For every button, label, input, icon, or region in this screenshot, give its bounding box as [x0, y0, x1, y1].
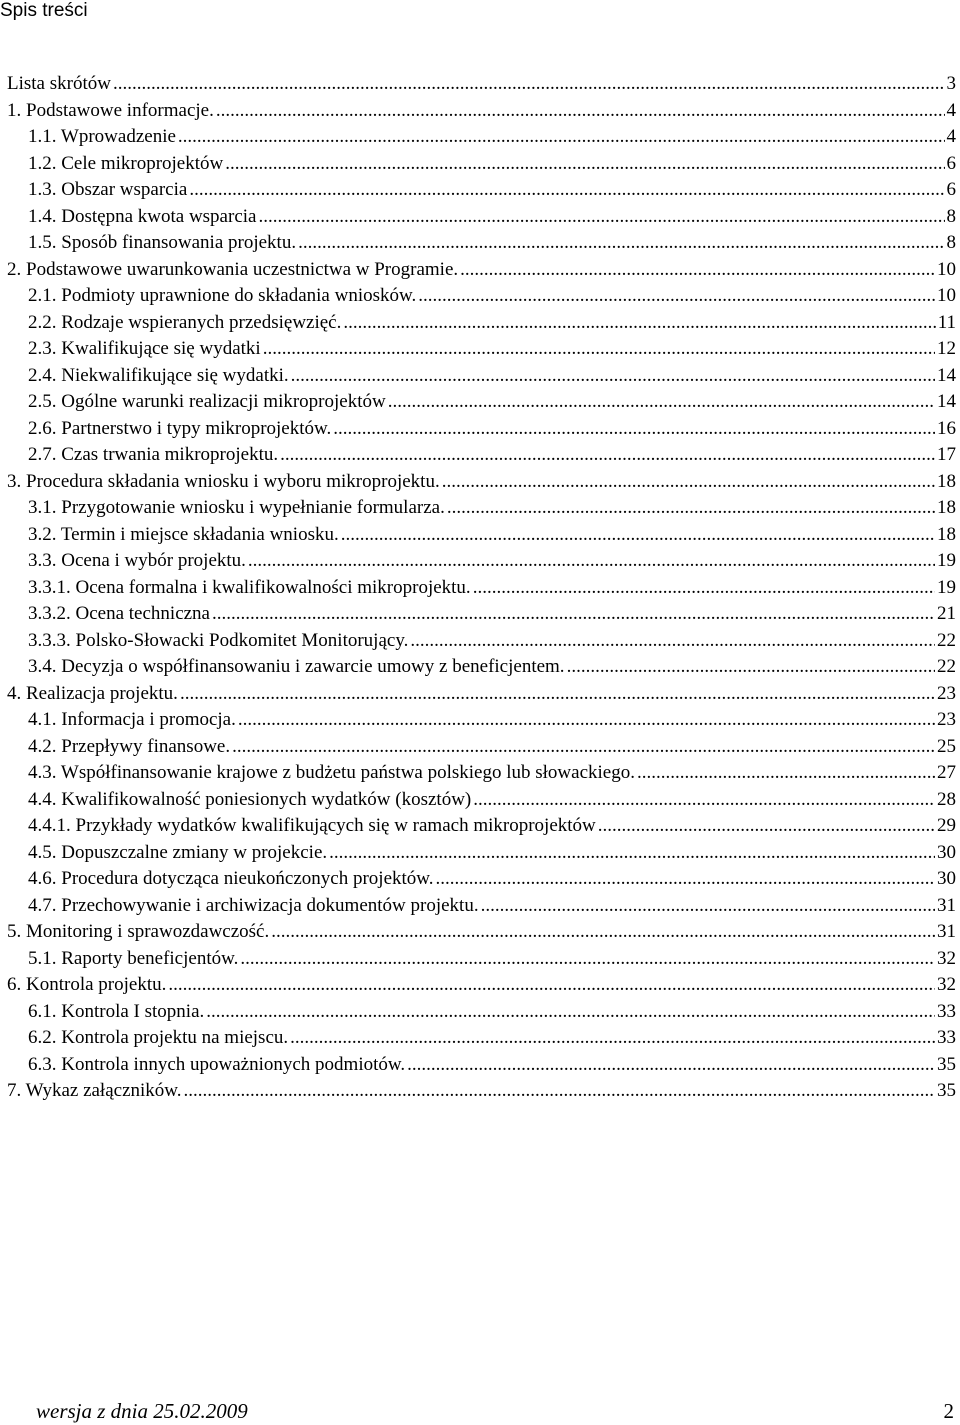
toc-entry-page-number: 17 — [937, 444, 956, 465]
toc-dot-leader — [442, 469, 935, 496]
toc-dot-leader — [291, 363, 935, 390]
toc-entry-page-number: 6 — [946, 179, 956, 200]
toc-entry-title: 6.2. Kontrola projektu na miejscu. — [28, 1027, 289, 1048]
toc-dot-leader — [567, 654, 935, 681]
toc-entry-page-number: 33 — [937, 1000, 956, 1022]
toc-entry-page-number: 23 — [937, 682, 956, 704]
toc-entry-page-number: 29 — [937, 815, 956, 836]
toc-entry[interactable] — [0, 946, 956, 973]
toc-entry[interactable] — [0, 177, 956, 204]
toc-entry[interactable] — [0, 522, 956, 549]
toc-dot-leader — [178, 124, 945, 151]
toc-entry[interactable] — [0, 548, 956, 575]
toc-entry-title: 4.3. Współfinansowanie krajowe z budżetu państwa polskiego lub słowackiego. — [28, 762, 635, 783]
toc-entry-title: 3. Procedura składania wniosku i wyboru mikroprojektu. — [7, 470, 440, 492]
toc-entry-title: 4.7. Przechowywanie i archiwizacja dokumentów projektu. — [28, 894, 479, 916]
toc-entry-page-number: 10 — [937, 285, 956, 306]
toc-dot-leader — [481, 893, 935, 920]
toc-entry-page-number: 4 — [946, 126, 956, 147]
toc-entry-title: 1. Podstawowe informacje. — [7, 99, 214, 121]
toc-entry[interactable] — [0, 98, 956, 125]
toc-entry-title: 1.3. Obszar wsparcia — [28, 179, 188, 200]
toc-dot-leader — [407, 1052, 935, 1079]
toc-dot-leader — [240, 946, 935, 973]
toc-entry[interactable] — [0, 469, 956, 496]
toc-entry-title: 7. Wykaz załączników. — [7, 1080, 182, 1101]
toc-entry-title: 3.1. Przygotowanie wniosku i wypełnianie formularza. — [28, 497, 445, 518]
toc-entry-page-number: 22 — [937, 656, 956, 677]
toc-entry-title: 6.3. Kontrola innych upoważnionych podmiotów. — [28, 1053, 406, 1075]
toc-entry[interactable] — [0, 336, 956, 363]
toc-dot-leader — [189, 177, 944, 204]
toc-entry-page-number: 12 — [937, 338, 956, 359]
toc-entry-title: Lista skrótów — [7, 73, 111, 94]
toc-entry[interactable] — [0, 707, 956, 734]
toc-dot-leader — [298, 230, 944, 257]
toc-heading: Spis treści — [0, 0, 88, 21]
toc-entry[interactable] — [0, 442, 956, 469]
toc-entry[interactable] — [0, 1052, 956, 1079]
toc-entry[interactable] — [0, 1025, 956, 1052]
toc-entry-title: 3.2. Termin i miejsce składania wniosku. — [28, 523, 339, 545]
toc-entry[interactable] — [0, 866, 956, 893]
toc-entry[interactable] — [0, 389, 956, 416]
toc-entry-page-number: 6 — [946, 152, 956, 174]
toc-dot-leader — [280, 442, 935, 469]
toc-dot-leader — [232, 734, 935, 761]
table-of-contents — [0, 71, 956, 1105]
toc-entry-page-number: 18 — [937, 523, 956, 545]
toc-entry-page-number: 30 — [937, 868, 956, 889]
toc-dot-leader — [598, 813, 935, 840]
toc-entry-title: 2.2. Rodzaje wspieranych przedsięwzięć. — [28, 311, 342, 333]
toc-entry-page-number: 22 — [937, 629, 956, 651]
toc-entry-title: 4.1. Informacja i promocja. — [28, 709, 236, 730]
toc-dot-leader — [418, 283, 935, 310]
toc-dot-leader — [212, 601, 935, 628]
toc-dot-leader — [333, 416, 935, 443]
toc-entry-page-number: 4 — [946, 99, 956, 121]
toc-entry-title: 4.4.1. Przykłady wydatków kwalifikujących się w ramach mikroprojektów — [28, 815, 596, 836]
toc-entry-title: 2.7. Czas trwania mikroprojektu. — [28, 444, 279, 465]
toc-entry[interactable] — [0, 204, 956, 231]
toc-entry[interactable] — [0, 310, 956, 337]
toc-dot-leader — [206, 999, 935, 1026]
footer-version-date: wersja z dnia 25.02.2009 — [36, 1399, 248, 1423]
toc-dot-leader — [460, 257, 935, 284]
toc-dot-leader — [271, 919, 935, 946]
toc-dot-leader — [447, 495, 935, 522]
toc-entry[interactable] — [0, 893, 956, 920]
toc-entry-page-number: 27 — [937, 762, 956, 783]
toc-entry-page-number: 35 — [937, 1053, 956, 1075]
toc-dot-leader — [388, 389, 935, 416]
footer-page-number: 2 — [943, 1399, 954, 1423]
toc-dot-leader — [258, 204, 944, 231]
toc-entry-title: 2.3. Kwalifikujące się wydatki — [28, 338, 261, 359]
toc-entry[interactable] — [0, 734, 956, 761]
toc-entry-title: 1.4. Dostępna kwota wsparcia — [28, 205, 257, 227]
toc-entry-title: 6.1. Kontrola I stopnia. — [28, 1000, 205, 1022]
toc-entry-title: 5.1. Raporty beneficjentów. — [28, 947, 239, 969]
toc-dot-leader — [473, 575, 935, 602]
toc-entry-page-number: 11 — [937, 311, 956, 333]
toc-dot-leader — [341, 522, 935, 549]
toc-entry[interactable] — [0, 813, 956, 840]
toc-entry[interactable] — [0, 230, 956, 257]
toc-entry-title: 1.2. Cele mikroprojektów — [28, 152, 224, 174]
toc-entry-title: 3.3. Ocena i wybór projektu. — [28, 550, 246, 571]
toc-entry[interactable] — [0, 495, 956, 522]
toc-entry-page-number: 21 — [937, 603, 956, 624]
toc-dot-leader — [436, 866, 935, 893]
toc-dot-leader — [238, 707, 935, 734]
toc-dot-leader — [343, 310, 935, 337]
toc-entry-title: 4.6. Procedura dotycząca nieukończonych projektów. — [28, 868, 434, 889]
toc-entry-page-number: 30 — [937, 841, 956, 863]
toc-entry-page-number: 14 — [937, 364, 956, 386]
toc-dot-leader — [216, 98, 945, 125]
toc-entry-title: 4. Realizacja projektu. — [7, 682, 178, 704]
toc-entry[interactable] — [0, 919, 956, 946]
toc-entry-page-number: 8 — [946, 205, 956, 227]
toc-entry-page-number: 25 — [937, 735, 956, 757]
toc-entry[interactable] — [0, 283, 956, 310]
toc-entry[interactable] — [0, 1078, 956, 1105]
toc-entry[interactable] — [0, 760, 956, 787]
toc-entry-title: 2. Podstawowe uwarunkowania uczestnictwa w Programie. — [7, 258, 459, 280]
toc-entry-title: 3.4. Decyzja o współfinansowaniu i zawarcie umowy z beneficjentem. — [28, 656, 565, 677]
toc-dot-leader — [168, 972, 935, 999]
toc-entry-title: 1.1. Wprowadzenie — [28, 126, 176, 147]
toc-entry[interactable] — [0, 71, 956, 98]
toc-entry-page-number: 18 — [937, 497, 956, 518]
toc-entry-page-number: 28 — [937, 788, 956, 810]
toc-entry-title: 3.3.2. Ocena techniczna — [28, 603, 210, 624]
toc-dot-leader — [184, 1078, 935, 1105]
toc-entry[interactable] — [0, 257, 956, 284]
toc-entry[interactable] — [0, 654, 956, 681]
toc-dot-leader — [410, 628, 935, 655]
toc-dot-leader — [113, 71, 945, 98]
toc-entry-page-number: 14 — [937, 391, 956, 412]
toc-entry-page-number: 10 — [937, 258, 956, 280]
toc-entry-page-number: 31 — [937, 921, 956, 942]
toc-entry[interactable] — [0, 416, 956, 443]
toc-entry-title: 1.5. Sposób finansowania projektu. — [28, 232, 297, 253]
toc-entry-title: 4.2. Przepływy finansowe. — [28, 735, 231, 757]
toc-entry[interactable] — [0, 124, 956, 151]
toc-entry-page-number: 23 — [937, 709, 956, 730]
toc-dot-leader — [263, 336, 935, 363]
toc-entry-title: 2.4. Niekwalifikujące się wydatki. — [28, 364, 289, 386]
toc-entry[interactable] — [0, 575, 956, 602]
toc-entry[interactable] — [0, 972, 956, 999]
toc-entry[interactable] — [0, 628, 956, 655]
toc-entry-title: 6. Kontrola projektu. — [7, 974, 167, 995]
toc-dot-leader — [329, 840, 935, 867]
toc-entry[interactable] — [0, 840, 956, 867]
toc-entry-title: 3.3.1. Ocena formalna i kwalifikowalności mikroprojektu. — [28, 576, 471, 598]
toc-entry-title: 4.4. Kwalifikowalność poniesionych wydatków (kosztów) — [28, 788, 472, 810]
toc-dot-leader — [637, 760, 935, 787]
toc-entry-title: 2.6. Partnerstwo i typy mikroprojektów. — [28, 417, 332, 439]
toc-entry[interactable] — [0, 151, 956, 178]
toc-dot-leader — [180, 681, 935, 708]
toc-entry-page-number: 33 — [937, 1027, 956, 1048]
toc-entry-page-number: 16 — [937, 417, 956, 439]
toc-dot-leader — [248, 548, 935, 575]
toc-entry-title: 4.5. Dopuszczalne zmiany w projekcie. — [28, 841, 328, 863]
toc-entry-page-number: 8 — [946, 232, 956, 253]
toc-entry-page-number: 31 — [937, 894, 956, 916]
toc-entry[interactable] — [0, 999, 956, 1026]
toc-entry-page-number: 35 — [937, 1080, 956, 1101]
toc-entry[interactable] — [0, 363, 956, 390]
toc-entry-title: 2.5. Ogólne warunki realizacji mikroprojektów — [28, 391, 386, 412]
toc-entry-title: 3.3.3. Polsko-Słowacki Podkomitet Monitorujący. — [28, 629, 409, 651]
toc-dot-leader — [225, 151, 944, 178]
toc-entry-title: 5. Monitoring i sprawozdawczość. — [7, 921, 270, 942]
toc-entry-page-number: 19 — [937, 550, 956, 571]
toc-entry[interactable] — [0, 681, 956, 708]
toc-entry[interactable] — [0, 787, 956, 814]
toc-entry-page-number: 18 — [937, 470, 956, 492]
toc-dot-leader — [473, 787, 935, 814]
toc-entry-page-number: 19 — [937, 576, 956, 598]
toc-dot-leader — [290, 1025, 935, 1052]
toc-entry-page-number: 3 — [946, 73, 956, 94]
toc-entry[interactable] — [0, 601, 956, 628]
toc-entry-page-number: 32 — [937, 947, 956, 969]
toc-entry-title: 2.1. Podmioty uprawnione do składania wniosków. — [28, 285, 417, 306]
toc-entry-page-number: 32 — [937, 974, 956, 995]
